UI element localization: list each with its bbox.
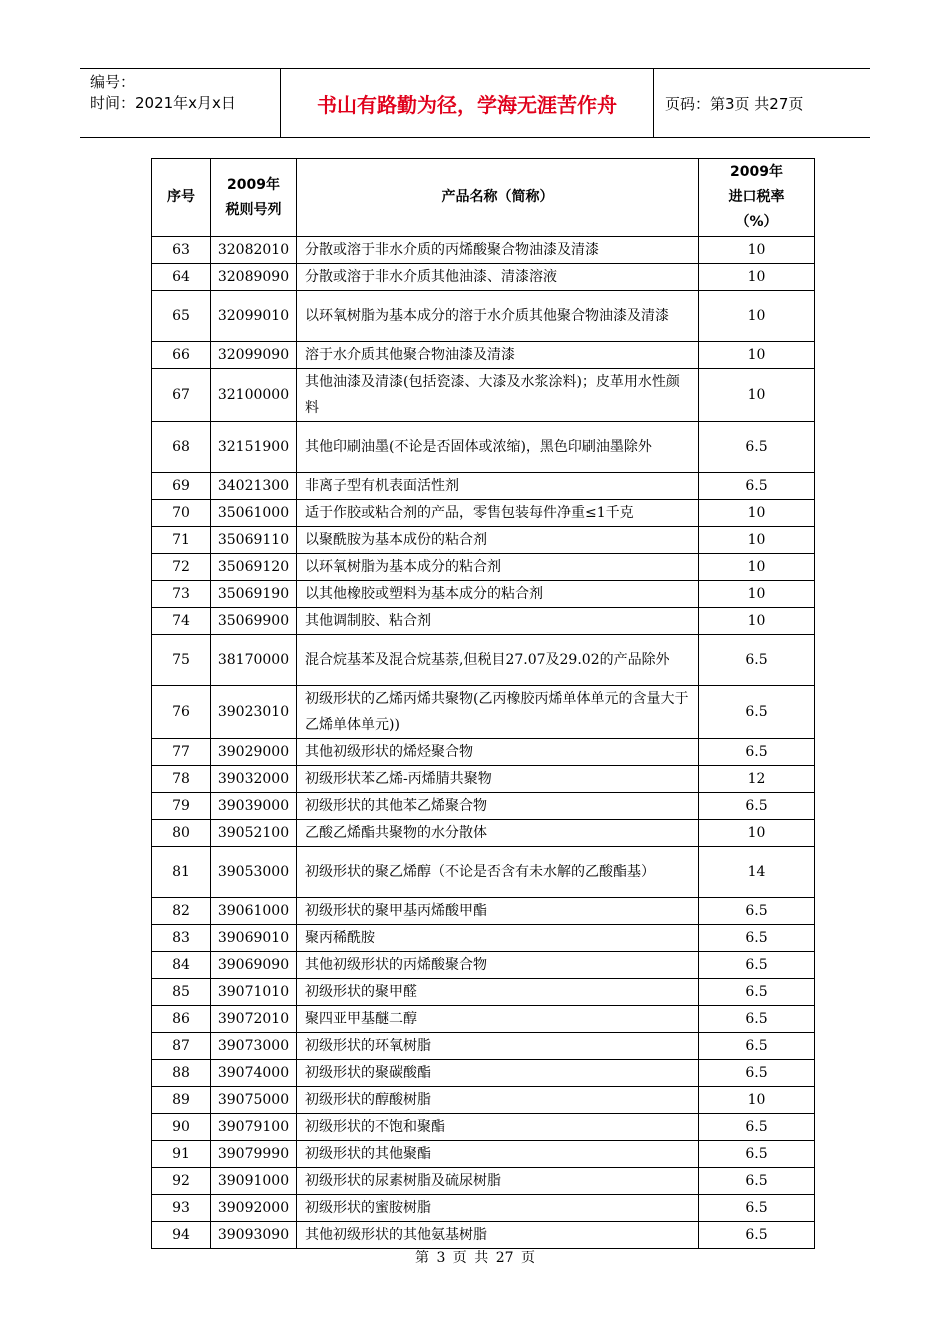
row-name: 初级形状的醇酸树脂 [297, 1087, 699, 1114]
row-rate: 6.5 [699, 1195, 815, 1222]
row-code: 39039000 [211, 793, 297, 820]
row-index: 82 [152, 898, 211, 925]
col-header-code: 2009年 税则号列 [211, 159, 297, 237]
row-rate: 10 [699, 608, 815, 635]
row-code: 34021300 [211, 473, 297, 500]
row-index: 91 [152, 1141, 211, 1168]
row-index: 73 [152, 581, 211, 608]
row-name: 初级形状的尿素树脂及硫尿树脂 [297, 1168, 699, 1195]
table-row [152, 342, 815, 369]
row-index: 63 [152, 237, 211, 264]
row-rate: 10 [699, 554, 815, 581]
row-code: 39072010 [211, 1006, 297, 1033]
table-row [152, 979, 815, 1006]
row-code: 38170000 [211, 635, 297, 686]
row-index: 83 [152, 925, 211, 952]
table-row [152, 1033, 815, 1060]
row-index: 80 [152, 820, 211, 847]
row-code: 39069090 [211, 952, 297, 979]
header-page-info: 页码：第3页 共27页 [665, 94, 804, 113]
table-row [152, 898, 815, 925]
table-row [152, 686, 815, 739]
row-code: 39071010 [211, 979, 297, 1006]
row-index: 89 [152, 1087, 211, 1114]
row-code: 39023010 [211, 686, 297, 739]
row-rate: 10 [699, 820, 815, 847]
page-footer: 第 3 页 共 27 页 [415, 1250, 535, 1266]
row-rate: 6.5 [699, 1168, 815, 1195]
row-index: 92 [152, 1168, 211, 1195]
row-index: 68 [152, 422, 211, 473]
row-code: 39061000 [211, 898, 297, 925]
col-header-rate: 2009年 进口税率 （%） [699, 159, 815, 237]
row-code: 39073000 [211, 1033, 297, 1060]
row-name: 初级形状的乙烯丙烯共聚物(乙丙橡胶丙烯单体单元的含量大于乙烯单体单元)) [297, 686, 699, 739]
table-row [152, 291, 815, 342]
row-name: 聚丙稀酰胺 [297, 925, 699, 952]
row-name: 分散或溶于非水介质的丙烯酸聚合物油漆及清漆 [297, 237, 699, 264]
table-row [152, 1195, 815, 1222]
col-header-index: 序号 [152, 159, 211, 237]
table-row [152, 793, 815, 820]
row-index: 78 [152, 766, 211, 793]
row-name: 其他油漆及清漆(包括瓷漆、大漆及水浆涂料)；皮革用水性颜料 [297, 369, 699, 422]
header-motto: 书山有路勤为径，学海无涯苦作舟 [281, 69, 654, 137]
table-row [152, 1060, 815, 1087]
row-rate: 10 [699, 342, 815, 369]
row-rate: 10 [699, 527, 815, 554]
row-code: 39053000 [211, 847, 297, 898]
table-row [152, 847, 815, 898]
row-name: 其他初级形状的烯烃聚合物 [297, 739, 699, 766]
row-code: 39032000 [211, 766, 297, 793]
row-rate: 10 [699, 500, 815, 527]
row-code: 32099010 [211, 291, 297, 342]
row-index: 69 [152, 473, 211, 500]
row-rate: 6.5 [699, 473, 815, 500]
row-code: 39093090 [211, 1222, 297, 1249]
row-name: 初级形状的聚碳酸酯 [297, 1060, 699, 1087]
row-index: 67 [152, 369, 211, 422]
row-name: 初级形状的其他聚酯 [297, 1141, 699, 1168]
row-name: 初级形状的蜜胺树脂 [297, 1195, 699, 1222]
row-code: 35069110 [211, 527, 297, 554]
row-name: 溶于水介质其他聚合物油漆及清漆 [297, 342, 699, 369]
table-row [152, 925, 815, 952]
row-code: 32100000 [211, 369, 297, 422]
table-row [152, 264, 815, 291]
row-index: 77 [152, 739, 211, 766]
row-name: 初级形状的环氧树脂 [297, 1033, 699, 1060]
row-code: 32099090 [211, 342, 297, 369]
table-row [152, 739, 815, 766]
row-index: 74 [152, 608, 211, 635]
table-row [152, 1114, 815, 1141]
row-name: 初级形状的其他苯乙烯聚合物 [297, 793, 699, 820]
row-code: 39074000 [211, 1060, 297, 1087]
table-row [152, 1087, 815, 1114]
row-code: 39052100 [211, 820, 297, 847]
row-code: 35061000 [211, 500, 297, 527]
row-rate: 6.5 [699, 1141, 815, 1168]
row-index: 88 [152, 1060, 211, 1087]
row-index: 70 [152, 500, 211, 527]
table-row [152, 422, 815, 473]
table-row [152, 237, 815, 264]
page-header [80, 68, 870, 138]
row-rate: 6.5 [699, 1006, 815, 1033]
row-code: 32089090 [211, 264, 297, 291]
number-label: 编号： [90, 73, 136, 91]
row-rate: 6.5 [699, 793, 815, 820]
row-index: 75 [152, 635, 211, 686]
row-code: 39091000 [211, 1168, 297, 1195]
table-row [152, 1168, 815, 1195]
row-name: 分散或溶于非水介质其他油漆、清漆溶液 [297, 264, 699, 291]
row-rate: 6.5 [699, 635, 815, 686]
row-index: 71 [152, 527, 211, 554]
row-rate: 6.5 [699, 422, 815, 473]
table-row [152, 581, 815, 608]
row-rate: 10 [699, 264, 815, 291]
row-rate: 10 [699, 237, 815, 264]
row-name: 初级形状苯乙烯-丙烯腈共聚物 [297, 766, 699, 793]
row-name: 以环氧树脂为基本成分的溶于水介质其他聚合物油漆及清漆 [297, 291, 699, 342]
row-index: 84 [152, 952, 211, 979]
row-rate: 10 [699, 581, 815, 608]
row-name: 其他初级形状的其他氨基树脂 [297, 1222, 699, 1249]
row-code: 35069190 [211, 581, 297, 608]
row-rate: 6.5 [699, 1033, 815, 1060]
row-index: 66 [152, 342, 211, 369]
row-name: 其他印刷油墨(不论是否固体或浓缩)，黑色印刷油墨除外 [297, 422, 699, 473]
table-row [152, 554, 815, 581]
row-name: 其他初级形状的丙烯酸聚合物 [297, 952, 699, 979]
row-code: 39079990 [211, 1141, 297, 1168]
row-rate: 10 [699, 369, 815, 422]
table-row [152, 952, 815, 979]
table-row [152, 635, 815, 686]
row-index: 93 [152, 1195, 211, 1222]
row-index: 86 [152, 1006, 211, 1033]
row-rate: 6.5 [699, 739, 815, 766]
row-rate: 12 [699, 766, 815, 793]
row-name: 其他调制胶、粘合剂 [297, 608, 699, 635]
table-row [152, 608, 815, 635]
header-meta [80, 69, 281, 137]
row-rate: 6.5 [699, 1114, 815, 1141]
row-name: 非离子型有机表面活性剂 [297, 473, 699, 500]
row-index: 79 [152, 793, 211, 820]
row-name: 以聚酰胺为基本成份的粘合剂 [297, 527, 699, 554]
row-name: 初级形状的不饱和聚酯 [297, 1114, 699, 1141]
row-index: 85 [152, 979, 211, 1006]
row-code: 39069010 [211, 925, 297, 952]
row-rate: 6.5 [699, 952, 815, 979]
time-label: 时间：2021年x月x日 [90, 94, 236, 112]
col-header-name: 产品名称（简称） [297, 159, 699, 237]
row-code: 39079100 [211, 1114, 297, 1141]
table-row [152, 500, 815, 527]
row-name: 聚四亚甲基醚二醇 [297, 1006, 699, 1033]
table-body [152, 237, 815, 1249]
table-row [152, 766, 815, 793]
row-code: 39092000 [211, 1195, 297, 1222]
row-index: 90 [152, 1114, 211, 1141]
row-rate: 6.5 [699, 1222, 815, 1249]
row-code: 39029000 [211, 739, 297, 766]
row-rate: 6.5 [699, 1060, 815, 1087]
row-name: 适于作胶或粘合剂的产品，零售包装每件净重≤1千克 [297, 500, 699, 527]
table-row [152, 369, 815, 422]
table-row [152, 1006, 815, 1033]
table-row [152, 1141, 815, 1168]
table-row [152, 820, 815, 847]
row-index: 65 [152, 291, 211, 342]
row-index: 87 [152, 1033, 211, 1060]
row-index: 94 [152, 1222, 211, 1249]
row-name: 以其他橡胶或塑料为基本成分的粘合剂 [297, 581, 699, 608]
row-name: 混合烷基苯及混合烷基萘,但税目27.07及29.02的产品除外 [297, 635, 699, 686]
row-name: 初级形状的聚甲基丙烯酸甲酯 [297, 898, 699, 925]
row-rate: 6.5 [699, 925, 815, 952]
row-name: 初级形状的聚甲醛 [297, 979, 699, 1006]
row-rate: 10 [699, 291, 815, 342]
row-code: 39075000 [211, 1087, 297, 1114]
row-code: 32082010 [211, 237, 297, 264]
row-code: 35069900 [211, 608, 297, 635]
table-row [152, 1222, 815, 1249]
row-rate: 6.5 [699, 898, 815, 925]
row-name: 初级形状的聚乙烯醇（不论是否含有未水解的乙酸酯基） [297, 847, 699, 898]
row-code: 32151900 [211, 422, 297, 473]
row-index: 81 [152, 847, 211, 898]
table-row [152, 527, 815, 554]
row-code: 35069120 [211, 554, 297, 581]
row-rate: 14 [699, 847, 815, 898]
row-index: 76 [152, 686, 211, 739]
row-index: 64 [152, 264, 211, 291]
table-header-row [152, 159, 815, 237]
row-rate: 6.5 [699, 686, 815, 739]
row-rate: 10 [699, 1087, 815, 1114]
row-name: 以环氧树脂为基本成分的粘合剂 [297, 554, 699, 581]
table-row [152, 473, 815, 500]
row-name: 乙酸乙烯酯共聚物的水分散体 [297, 820, 699, 847]
row-index: 72 [152, 554, 211, 581]
tariff-table [151, 158, 815, 1249]
row-rate: 6.5 [699, 979, 815, 1006]
